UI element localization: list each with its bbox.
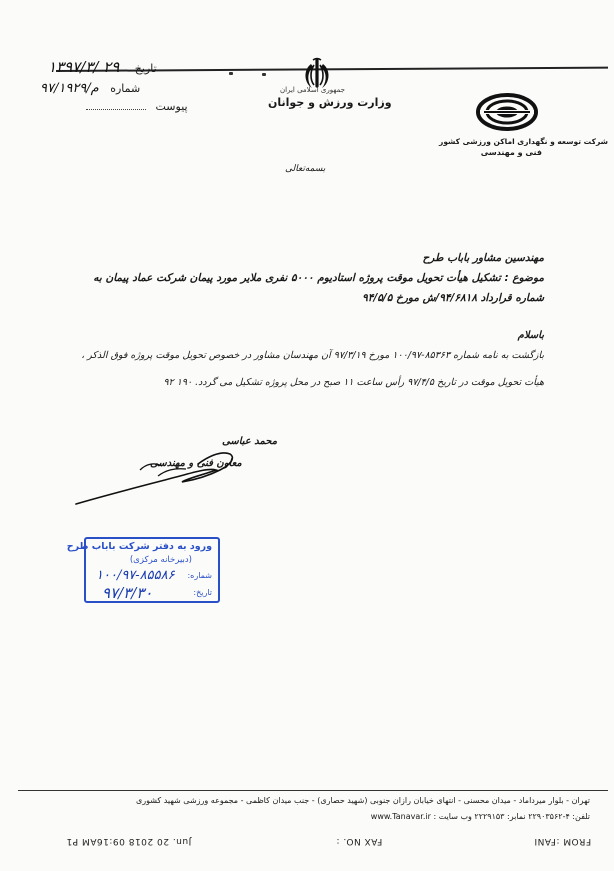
scan-speck [262, 73, 266, 76]
stamp-number-label: شماره: [187, 571, 212, 580]
fax-from: FROM :FANI [534, 836, 592, 846]
attachment-label: پیوست [155, 100, 188, 113]
date-label: تاریخ [134, 62, 157, 75]
stamp-title: ورود به دفتر شرکت باباب طرح [66, 541, 212, 552]
date-row [48, 58, 157, 76]
stamp-date-label: تاریخ: [193, 588, 212, 597]
number-label: شماره [110, 82, 141, 95]
scan-speck [229, 72, 233, 75]
subject-line-2: شماره قرارداد ۹۴/۶۸۱۸/ش مورخ ۹۴/۵/۵ [362, 292, 544, 304]
company-department: فنی و مهندسی [480, 148, 542, 157]
subject-line-1: موضوع : تشکیل هیأت تحویل موقت پروژه استادیوم ۵۰۰۰ نفری ملایر مورد پیمان شرکت عماد پیمان به [93, 272, 544, 284]
paragraph-line-2: هیأت تحویل موقت در تاریخ ۹۷/۴/۵ رأس ساعت ۱۱ صبح در محل پروژه تشکیل می گردد. ۱۹۰ ۹۲ [163, 377, 544, 388]
company-logo-icon [476, 92, 538, 132]
handwritten-signature [70, 440, 240, 510]
registration-stamp [66, 537, 220, 603]
footer-address: تهران - بلوار میرداماد - میدان محسنی - انتهای خیابان رازان جنوبی (شهید حصاری) - جنب میدان کاظمی - مجموعه ورزشی شهید کشوری [135, 796, 590, 805]
fax-number: FAX NO. : [336, 836, 383, 846]
number-row [40, 81, 140, 96]
footer-rule [18, 790, 608, 791]
greeting: باسلام [517, 330, 544, 341]
paragraph-line-1: بازگشت به نامه شماره ۸۵۳۶۳-۱۰۰/۹۷ مورخ ۹۷/۳/۱۹ آن مهندسان مشاور در خصوص تحویل موقت پروژه فوق الذکر ، [81, 350, 544, 361]
footer-contact: تلفن: ۴-۲۲۹۰۳۵۶۲ نمابر: ۲۲۲۹۱۵۳ وب سایت : www.Tanavar.ir [370, 812, 590, 821]
stamp-date-value: ۹۷/۳/۳۰ [102, 584, 153, 602]
attachment-blank [86, 109, 146, 110]
emblem-caption: جمهوری اسلامی ایران [280, 86, 345, 94]
recipient: مهندسین مشاور باباب طرح [422, 252, 544, 264]
signatory-title: معاون فنی و مهندسی [150, 458, 242, 469]
number-value: ۹۷/م/۱۹۲۹ [40, 81, 99, 96]
attachment-row [86, 100, 188, 113]
stamp-subtitle: (دبیرخانه مرکزی) [129, 555, 192, 565]
ministry-name: وزارت ورزش و جوانان [268, 96, 392, 109]
signatory-name: محمد عباسی [222, 436, 278, 447]
stamp-number-value: ۱۰۰/۹۷-۸۵۵۸۶ [96, 568, 175, 583]
company-name: شرکت توسعه و نگهداری اماکن ورزشی کشور [439, 137, 608, 146]
invocation: بسمه‌تعالی [285, 164, 326, 174]
fax-time: Jun. 20 2018 09:16AM P1 [66, 836, 192, 846]
date-value: ۱۳۹۷/۳/ ۲۹ [48, 58, 120, 76]
